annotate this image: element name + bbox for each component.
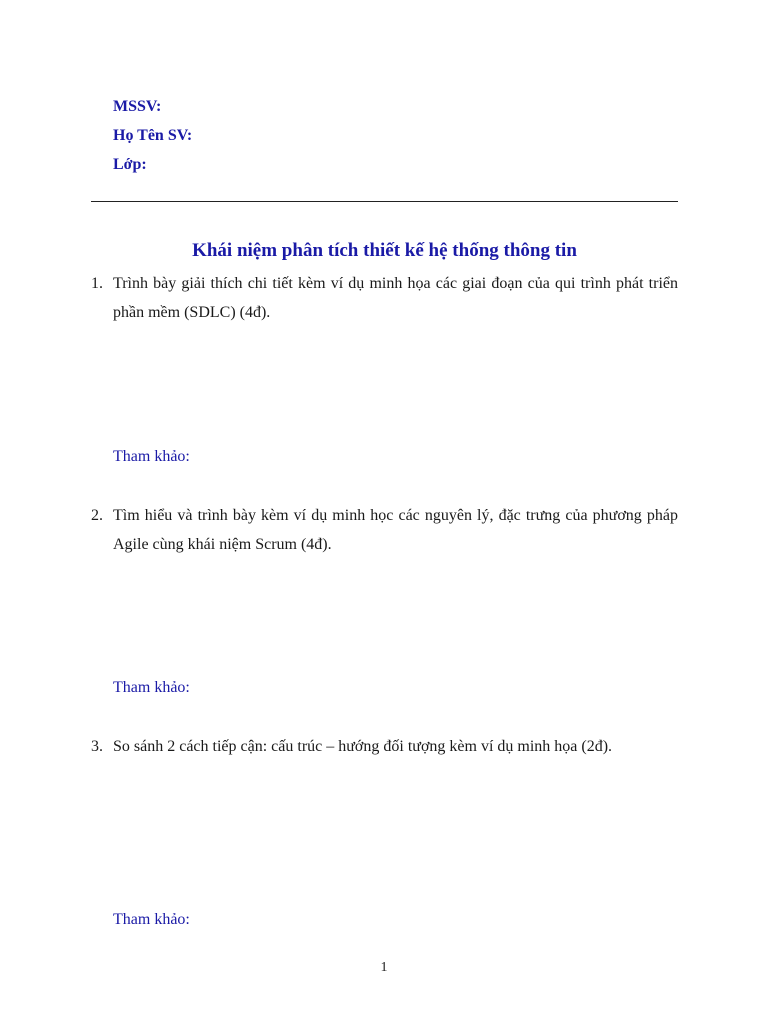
- page-number: 1: [380, 960, 388, 975]
- question-number: 1.: [91, 275, 103, 292]
- question-number: 3.: [91, 738, 103, 755]
- reference-label-3: Tham khảo:: [113, 911, 190, 928]
- question-text: Tìm hiểu và trình bày kèm ví dụ minh học các nguyên lý, đặc trưng của phương pháp Agile cùng khái niệm Scrum (4đ).: [113, 507, 678, 553]
- mssv-label: MSSV:: [113, 98, 162, 115]
- question-number: 2.: [91, 507, 103, 524]
- question-3: [91, 732, 678, 761]
- question-text: So sánh 2 cách tiếp cận: cấu trúc – hướng đối tượng kèm ví dụ minh họa (2đ).: [113, 738, 613, 755]
- question-1: [91, 269, 678, 327]
- question-text: Trình bày giải thích chi tiết kèm ví dụ minh họa các giai đoạn của qui trình phát triển phần mềm (SDLC) (4đ).: [113, 275, 678, 321]
- document-title: Khái niệm phân tích thiết kế hệ thống thông tin: [192, 240, 577, 261]
- header-divider: [91, 201, 678, 202]
- question-2: [91, 501, 678, 559]
- student-info-block: [113, 92, 192, 179]
- student-name-label: Họ Tên SV:: [113, 127, 193, 144]
- reference-label-2: Tham khảo:: [113, 679, 190, 696]
- reference-label-1: Tham khảo:: [113, 448, 190, 465]
- class-label: Lớp:: [113, 156, 147, 173]
